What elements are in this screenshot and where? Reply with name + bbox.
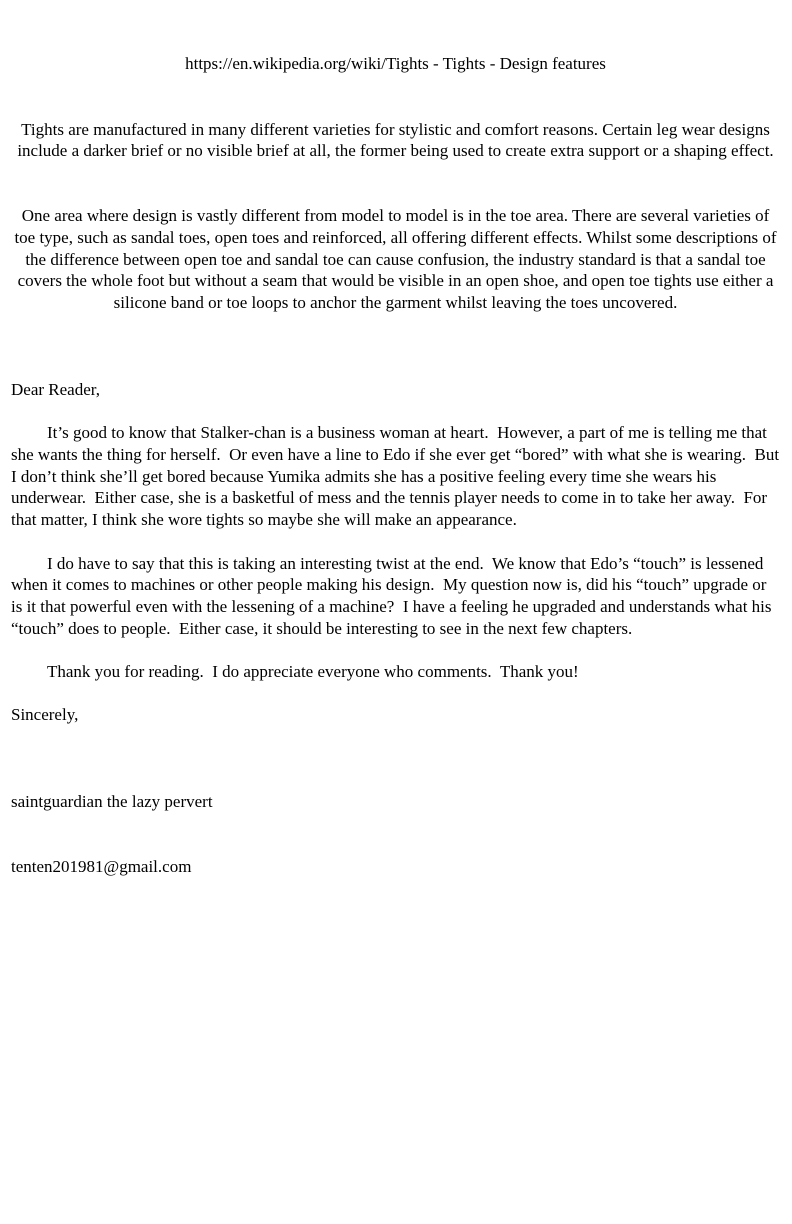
letter-salutation: Dear Reader,: [11, 379, 100, 399]
letter-closing: Sincerely,: [11, 705, 79, 725]
letter-paragraph-2: I do have to say that this is taking an interesting twist at the end. We know that Edo’s “touch” is lessened when it comes to machines or other people making his design. My question now is, did his “touch” upgrade or is it that powerful even with the lessening of a machine? I have a feeling he upgraded and understands what his “touch” does to people. Either case, it should be interesting to see in the next few chapters.: [11, 553, 776, 638]
excerpt-paragraph-1: Tights are manufactured in many different varieties for stylistic and comfort reasons. Certain leg wear designs include a darker brief or no visible brief at all, the former being used to create extra support or a shaping effect.: [17, 119, 775, 161]
signature-name: saintguardian the lazy pervert: [11, 792, 213, 812]
letter-paragraph-1: It’s good to know that Stalker-chan is a business woman at heart. However, a part of me is telling me that she wants the thing for herself. Or even have a line to Edo if she ever get “bored” with what she is wearing. But I don’t think she’ll get bored because Yumika admits she has a positive feeling every time she wears his underwear. Either case, she is a basketful of mess and the tennis player needs to come in to take her away. For that matter, I think she wore tights so maybe she will make an appearance.: [11, 423, 784, 530]
excerpt-paragraph-2: One area where design is vastly different from model to model is in the toe area. There are several varieties of toe type, such as sandal toes, open toes and reinforced, all offering different effects. Whilst some descriptions of the difference between open toe and sandal toe can cause confusion, the industry standard is that a sandal toe covers the whole foot but without a seam that would be visible in an open shoe, and open toe tights use either a silicone band or toe loops to anchor the garment whilst leaving the toes uncovered.: [14, 206, 781, 313]
signature-block: [11, 748, 780, 922]
letter-paragraph-3: Thank you for reading. I do appreciate everyone who comments. Thank you!: [47, 662, 579, 682]
source-url-line: https://en.wikipedia.org/wiki/Tights - Tights - Design features: [185, 54, 606, 74]
letter: [11, 379, 784, 922]
signature-email: tenten201981@gmail.com: [11, 857, 192, 877]
source-excerpt: [11, 10, 780, 357]
